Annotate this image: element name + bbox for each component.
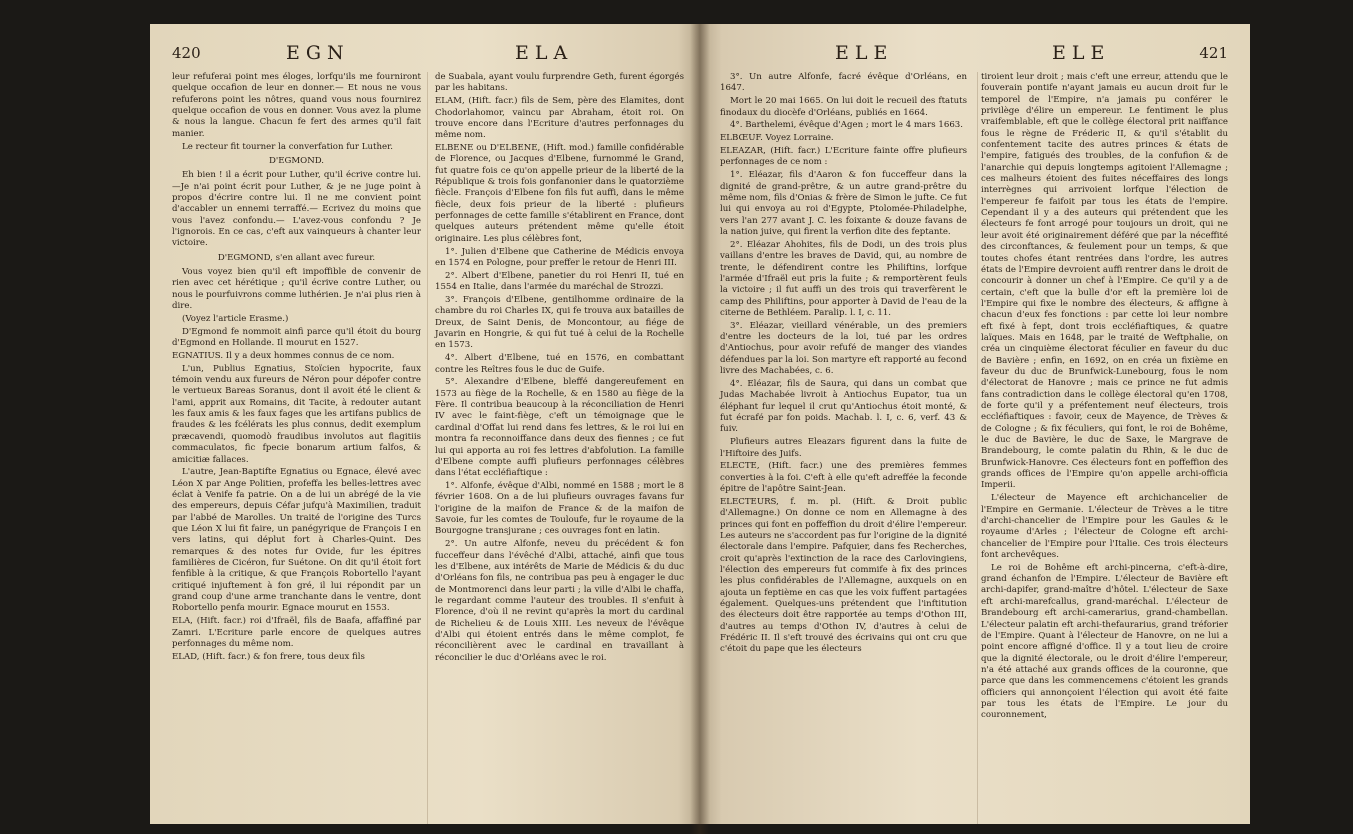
paragraph: D'Egmond fe nommoit ainfi parce qu'il étoit du bourg d'Egmond en Hollande. Il mourut en 1527. — [172, 326, 421, 349]
right-page-header — [700, 42, 1250, 70]
paragraph: Plufieurs autres Eleazars figurent dans la fuite de l'Hiftoire des Juifs. — [720, 437, 967, 459]
paragraph: 1°. Eléazar, fils d'Aaron & fon fucceffeur dans la dignité de grand-prêtre, & un autre grand-prêtre du même nom, fils d'Onias & frère de Simon le jufte. Ce fut lui qui envoya au roi d'Egypte, Ptolomée-Philadelphe, vers l'an 277 avant J. C. les foixante & douze favans de la nation juive, qui firent la verfion dite des feptante. — [720, 170, 967, 237]
paragraph: Le recteur fit tourner la converfation fur Luther. — [182, 141, 393, 152]
open-book — [150, 24, 1250, 824]
paragraph: 2°. Eléazar Ahohites, fils de Dodi, un des trois plus vaillans d'entre les braves de David, qui, au nombre de trente, le défendirent contre les Philiftins, lorfque l'armée d'Ifraël eut pris la fuite ; & remportèrent feuls la victoire ; il fut auffi un des trois qui traverfèrent le camp des Philiftins, pour apporter à David de l'eau de la citerne de Bethléem. Paralip. l. I, c. 11. — [720, 239, 967, 318]
paragraph: ELA, (Hift. facr.) roi d'Ifraël, fils de Baafa, affaffiné par Zamri. L'Ecriture parle encore de quelques autres perfonnages du même nom. — [172, 616, 421, 649]
paragraph: 1°. Julien d'Elbene que Catherine de Médicis envoya en 1574 en Pologne, pour preffer le retour de Henri III. — [435, 246, 684, 268]
paragraph: L'un, Publius Egnatius, Stoïcien hypocrite, faux témoin vendu aux fureurs de Néron pour dépofer contre le vertueux Bareas Soranus, dont il avoit été le client & l'ami, apprit aux Romains, dit Tacite, à redouter autant les faux amis & les faux fages que les artifans publics de fraudes & les fcélérats les plus connus, dedit exemplum præcavendi, quomodò fraudibus involutos aut flagitiis commaculatos, fic fpecie bonarum artium falfos, & amicitiæ fallaces. — [172, 363, 421, 465]
paragraph: 2°. Albert d'Elbene, panetier du roi Henri II, tué en 1554 en Italie, dans l'armée du maréchal de Strozzi. — [435, 270, 684, 293]
paragraph: ELAD, (Hift. facr.) & fon frere, tous deux fils — [172, 651, 365, 662]
paragraph: ELAM, (Hift. facr.) fils de Sem, père des Elamites, dont Chodorlahomor, vaincu par Abraham, étoit roi. On trouve encore dans l'Ecriture d'autres perfonnages du même nom. — [435, 96, 684, 141]
paragraph: 3°. Un autre Alfonfe, facré évêque d'Orléans, en 1647. — [720, 72, 967, 94]
left-page-number: 420 — [172, 44, 201, 62]
paragraph: 3°. François d'Elbene, gentilhomme ordinaire de la chambre du roi Charles IX, qui fe trouva aux batailles de Dreux, de Saint Denis, de Moncontour, au fiége de Javarin en Hongrie, & qui fut tué à celui de la Rochelle en 1573. — [435, 295, 684, 351]
left-page-header — [150, 42, 700, 70]
left-column-rule — [427, 72, 428, 824]
right-column-rule — [977, 72, 978, 824]
paragraph: D'EGMOND, s'en allant avec fureur. — [217, 252, 376, 263]
paragraph: ELBENE ou D'ELBENE, (Hift. mod.) famille confidérable de Florence, ou Jacques d'Elbene, furnommé le Grand, fut quatre fois ce qu'on appelle prieur de la liberté de la République & trois fois gonfanonier dans le quatorzième fiècle. François d'Elbene fon fils fut auffi, dans le même fiècle, deux fois prieur de la liberté : plufieurs perfonnages de cette famille s'établirent en France, dont quelques auteurs prétendent même qu'elle étoit originaire. Les plus célèbres font, — [435, 143, 684, 244]
left-column-2 — [435, 72, 684, 812]
paragraph: L'électeur de Mayence eft archichancelier de l'Empire en Germanie. L'électeur de Trèves a le titre d'archi-chancelier de l'Empire pour les Gaules & le royaume d'Arles ; l'électeur de Cologne eft archi-chancelier de l'Empire pour l'Italie. Ces trois électeurs font archevêques. — [981, 493, 1228, 560]
paragraph: (Voyez l'article Erasme.) — [182, 313, 289, 324]
paragraph: L'autre, Jean-Baptifte Egnatius ou Egnace, élevé avec Léon X par Ange Politien, profeffa les belles-lettres avec éclat à Venife fa patrie. On a de lui un abrégé de la vie des empereurs, depuis Céfar jufqu'à Maximilien, traduit par l'abbé de Marolles. Un traité de l'origine des Turcs que Léon X lui fit faire, un panégyrique de François I en vers latins, qui déplut fort à Charles-Quint. Des remarques & des notes fur Ovide, fur les épitres familières de Cicéron, fur Suétone. On dit qu'il étoit fort fenfible à la critique, & que François Robortello l'ayant critiqué injuftement à fon gré, il lui répondit par un grand coup d'une arme tranchante dans le ventre, dont Robortello penfa mourir. Egnace mourut en 1553. — [172, 467, 421, 614]
left-page — [150, 24, 700, 824]
paragraph: tiroient leur droit ; mais c'eft une erreur, attendu que le fouverain pontife n'ayant jamais eu aucun droit fur le temporel de l'Empire, n'a jamais pu conférer le privilège d'élire un empereur. Le fentiment le plus vraifemblable, eft que le collège électoral prit naiffance fous le règne de Fréderic II, & qu'il s'établit du confentement tacite des autres princes & états de l'empire, fatigués des troubles, de la confufion & de l'anarchie qui depuis longtemps agitoient l'Allemagne ; ces malheurs étoient des fuites néceffaires des longs interrègnes qui arrivoient lorfque l'élection de l'empereur fe faifoit par tous les états de l'empire. Cependant il y a des auteurs qui prétendent que les électeurs fe font arrogé pour toujours un droit, qui ne leur avoit été originairement déféré que par la néceffité des circonftances, & feulement pour un temps, & que toutes chofes étant rentrées dans l'ordre, les autres états de l'Empire devroient auffi rentrer dans le droit de concourir à donner un chef à l'Empire. Ce qu'il y a de certain, c'eft que la bulle d'or eft la première loi de l'Empire qui fixe le nombre des électeurs, & affigne à chacun d'eux fes fonctions : par cette loi leur nombre eft fixé à fept, dont trois eccléfiaftiques, & quatre laïques. Mais en 1648, par le traité de Weftphalie, on créa un cinquième électorat féculier en faveur du duc de Bavière ; enfin, en 1692, on en créa un fixième en faveur du duc de Brunfwick-Lunebourg, fous le nom d'électorat de Hanovre ; mais ce prince ne fut admis fans contradiction dans le collège électoral qu'en 1708, de forte qu'il y a préfentement neuf électeurs, trois eccléfiaftiques : favoir, ceux de Mayence, de Trèves & de Cologne ; & fix féculiers, qui font, le roi de Bohême, le duc de Bavière, le duc de Saxe, le Margrave de Brandebourg, le comte palatin du Rhin, & le duc de Brunfwick-Hanovre. Ces électeurs font en poffeffion des grands offices de l'Empire qu'on appelle archi-officia Imperii. — [981, 72, 1228, 491]
right-page — [700, 24, 1250, 824]
paragraph: ELECTEURS, f. m. pl. (Hift. & Droit public d'Allemagne.) On donne ce nom en Allemagne à des princes qui font en poffeffion du droit d'élire l'empereur. Les auteurs ne s'accordent pas fur l'origine de la dignité électorale dans l'empire. Pafquier, dans fes Recherches, croit qu'après l'extinction de la race des Carlovingiens, l'élection des empereurs fut commife à fix des princes les plus confidérables de l'Allemagne, auxquels on en ajouta un feptième en cas que les voix fuffent partagées également. Quelques-uns prétendent que l'inftitution des électeurs doit être rapportée au temps d'Othon III, d'autres au temps d'Othon IV, d'autres à celui de Frédéric II. Il s'eft trouvé des écrivains qui ont cru que c'étoit du pape que les électeurs — [720, 496, 967, 655]
paragraph: 3°. Eléazar, vieillard vénérable, un des premiers d'entre les docteurs de la loi, tué par les ordres d'Antiochus, pour avoir refufé de manger des viandes défendues par la loi. Son martyre eft rapporté au fecond livre des Machabées, c. 6. — [720, 320, 967, 377]
paragraph: 1°. Alfonfe, évêque d'Albi, nommé en 1588 ; mort le 8 février 1608. On a de lui plufieurs ouvrages favans fur l'origine de la maifon de France & de la maifon de Savoie, fur les comtes de Touloufe, fur le royaume de la Bourgogne transjurane ; ces ouvrages font en latin. — [435, 481, 684, 537]
paragraph: D'EGMOND. — [268, 155, 325, 166]
paragraph: Eh bien ! il a écrit pour Luther, qu'il écrive contre lui.—Je n'ai point écrit pour Luther, & je ne juge point à propos d'écrire contre lui. Il ne me convient point d'accabler un ennemi terraffé.— Ecrivez du moins que vous l'avez confondu.— L'avez-vous confondu ? Je l'ignorois. En ce cas, c'eft aux vainqueurs à chanter leur victoire. — [172, 170, 421, 249]
paragraph: 4°. Eléazar, fils de Saura, qui dans un combat que Judas Machabée livroit à Antiochus Eupator, tua un éléphant fur lequel il crut qu'Antiochus étoit monté, & fut écrafé par fon poids. Machab. l. I, c. 6, verf. 43 & fuiv. — [720, 378, 967, 435]
paragraph: de Suabala, ayant voulu furprendre Geth, furent égorgés par les habitans. — [435, 72, 684, 94]
paragraph: Le roi de Bohême eft archi-pincerna, c'eft-à-dire, grand échanfon de l'Empire. L'électeur de Bavière eft archi-dapifer, grand-maître d'hôtel. L'électeur de Saxe eft archi-marefcallus, grand-maréchal. L'électeur de Brandebourg eft archi-camerarius, grand-chambellan. L'électeur palatin eft archi-thefaurarius, grand tréforier de l'Empire. Quant à l'électeur de Hanovre, on ne lui a point encore affigné d'office. Il y a tout lieu de croire que la dignité électorale, ou le droit d'élire l'empereur, n'a été attaché aux grands offices de la couronne, que parce que dans les commencemens c'étoient les grands officiers qui annonçoient l'élection qui avoit été faite par tous les états de l'Empire. Le jour du couronnement, — [981, 562, 1228, 721]
left-column-1 — [172, 72, 421, 812]
right-column-1 — [720, 72, 967, 812]
right-column-2 — [981, 72, 1228, 812]
paragraph: 4°. Albert d'Elbene, tué en 1576, en combattant contre les Reîtres fous le duc de Guife. — [435, 353, 684, 375]
book-spine-shadow — [690, 24, 710, 834]
paragraph: ELECTE, (Hift. facr.) une des premières femmes converties à la foi. C'eft à elle qu'eft adreffée la feconde épitre de l'apôtre Saint-Jean. — [720, 461, 967, 495]
right-running-head-2: ELE — [1052, 42, 1111, 64]
paragraph: ELBŒUF. Voyez Lorraine. — [720, 133, 834, 144]
right-running-head-1: ELE — [835, 42, 894, 64]
paragraph: leur refuferai point mes éloges, lorfqu'ils me fourniront quelque occafion de leur en donner.— Et nous ne vous refuferons point les nôtres, quand vous nous fournirez quelque occafion de vous en donner. Vous avez la plume & nous la langue. Chacun fe fert des armes qu'il fait manier. — [172, 72, 421, 139]
paragraph: Vous voyez bien qu'il eft impoffible de convenir de rien avec cet hérétique ; qu'il écrive contre Luther, ou nous le pourfuivrons comme luthérien. Je n'ai plus rien à dire. — [172, 267, 421, 312]
paragraph: 4°. Barthelemi, évêque d'Agen ; mort le 4 mars 1663. — [730, 120, 963, 131]
paragraph: ELEAZAR, (Hift. facr.) L'Ecriture fainte offre plufieurs perfonnages de ce nom : — [720, 146, 967, 168]
paragraph: 5°. Alexandre d'Elbene, bleffé dangereufement en 1573 au fiège de la Rochelle, & en 1580 au fiège de la Fère. Il contribua beaucoup à la réconciliation de Henri IV avec le faint-fiège, c'eft un témoignage que le cardinal d'Offat lui rend dans fes lettres, & le roi lui en montra fa reconnoiffance dans deux des fiennes ; ce fut lui qui apporta au roi fes lettres d'abfolution. La famille d'Elbene compte auffi plufieurs perfonnages célèbres dans l'état eccléfiaftique : — [435, 377, 684, 479]
paragraph: Mort le 20 mai 1665. On lui doit le recueil des ftatuts finodaux du diocèfe d'Orléans, publiés en 1664. — [720, 96, 967, 118]
left-running-head-1: EGN — [286, 42, 350, 64]
right-page-number: 421 — [1199, 44, 1228, 62]
paragraph: EGNATIUS. Il y a deux hommes connus de ce nom. — [172, 350, 395, 361]
paragraph: 2°. Un autre Alfonfe, neveu du précédent & fon fucceffeur dans l'évêché d'Albi, attaché, ainfi que tous les d'Elbene, aux intérêts de Marie de Médicis & du duc d'Orléans fon fils, ne contribua pas peu à engager le duc de Montmorenci dans leur parti ; la ville d'Albi le chaffa, le regardant comme l'auteur des troubles. Il s'enfuit à Florence, d'où il ne revint qu'après la mort du cardinal de Richelieu & de Louis XIII. Les neveux de l'évêque d'Albi qui étoient entrés dans le même complot, fe réconcilièrent avec le cardinal en travaillant à réconcilier le duc d'Orléans avec le roi. — [435, 539, 684, 663]
left-running-head-2: ELA — [515, 42, 574, 64]
